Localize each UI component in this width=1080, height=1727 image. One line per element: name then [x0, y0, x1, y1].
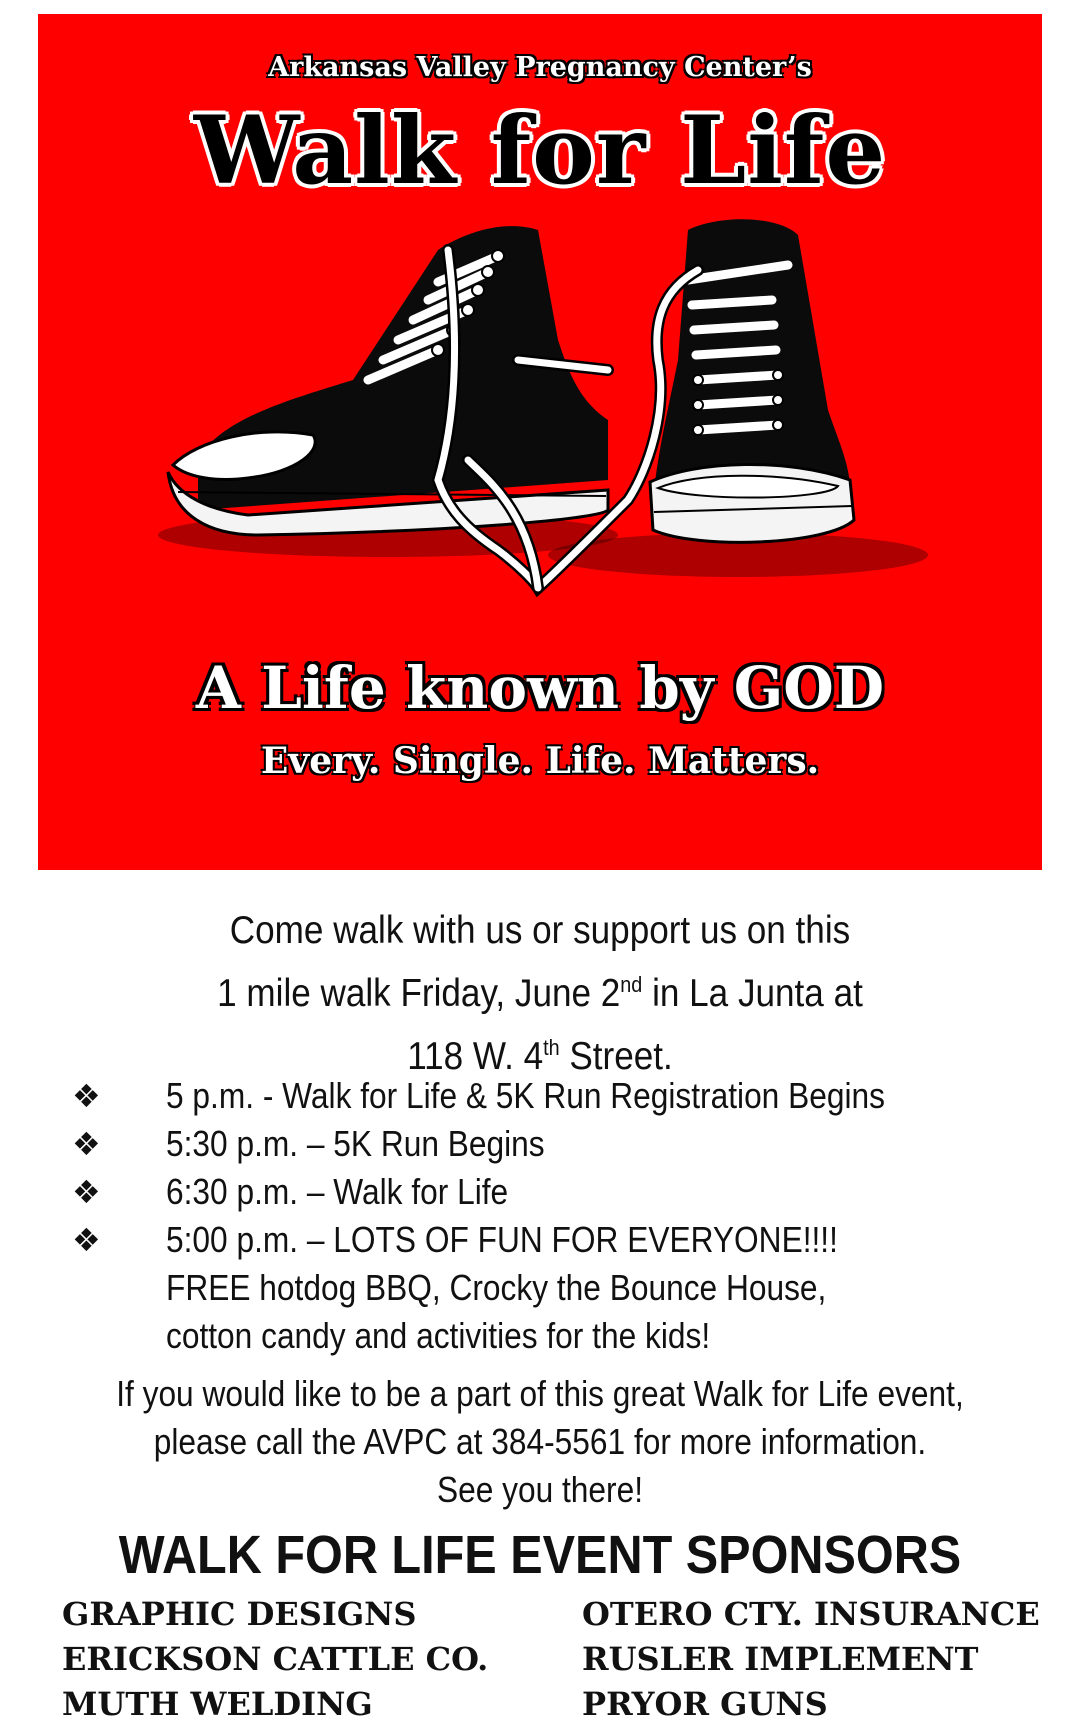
sponsor-name: OTERO CTY. INSURANCE — [582, 1595, 1040, 1633]
red-banner — [38, 14, 1042, 870]
event-intro — [54, 904, 1026, 1084]
sponsor-list-left — [62, 1592, 488, 1727]
contact-line-2: please call the AVPC at 384-5561 for more information. — [153, 1421, 927, 1462]
sponsor-name: PRYOR GUNS — [582, 1685, 828, 1723]
contact-info — [0, 1370, 1080, 1514]
schedule-item: ❖ 5:30 p.m. – 5K Run Begins — [72, 1120, 1072, 1168]
event-title: Walk for Life — [193, 96, 887, 206]
diamond-bullet-icon: ❖ — [72, 1078, 101, 1114]
sponsor-list-right — [582, 1592, 1040, 1727]
sponsors-heading: WALK FOR LIFE EVENT SPONSORS — [118, 1525, 962, 1585]
sponsor-name: GRAPHIC DESIGNS — [62, 1595, 417, 1633]
schedule-list — [72, 1072, 1072, 1360]
intro-line-2: 1 mile walk Friday, June 2nd in La Junta at — [217, 972, 863, 1015]
diamond-bullet-icon: ❖ — [72, 1174, 101, 1210]
intro-line-3: 118 W. 4th Street. — [407, 1035, 673, 1078]
sneakers-heart-laces-illustration — [138, 210, 958, 670]
schedule-item-detail: FREE hotdog BBQ, Crocky the Bounce House, — [166, 1267, 827, 1308]
left-sneaker-icon — [168, 226, 608, 535]
sponsor-name: ERICKSON CATTLE CO. — [62, 1640, 489, 1678]
motto: Every. Single. Life. Matters. — [260, 740, 820, 782]
sponsor-name: RUSLER IMPLEMENT — [582, 1640, 979, 1678]
presenter-name: Arkansas Valley Pregnancy Center’s — [268, 52, 812, 83]
intro-line-1: Come walk with us or support us on this — [229, 909, 851, 952]
tagline: A Life known by GOD — [195, 654, 885, 722]
right-sneaker-icon — [650, 219, 854, 542]
schedule-item: ❖ 5:00 p.m. – LOTS OF FUN FOR EVERYONE!!!! FREE hotdog BBQ, Crocky the Bounce House, cotton candy and activities for the kids! — [72, 1216, 1072, 1360]
schedule-item-detail: cotton candy and activities for the kids! — [166, 1315, 711, 1356]
contact-line-1: If you would like to be a part of this great Walk for Life event, — [116, 1373, 964, 1414]
schedule-item: ❖ 5 p.m. - Walk for Life & 5K Run Registration Begins — [72, 1072, 1072, 1120]
schedule-item: ❖ 6:30 p.m. – Walk for Life — [72, 1168, 1072, 1216]
contact-line-3: See you there! — [436, 1469, 644, 1510]
diamond-bullet-icon: ❖ — [72, 1126, 101, 1162]
sponsor-name: MUTH WELDING — [62, 1685, 373, 1723]
diamond-bullet-icon: ❖ — [72, 1222, 101, 1258]
